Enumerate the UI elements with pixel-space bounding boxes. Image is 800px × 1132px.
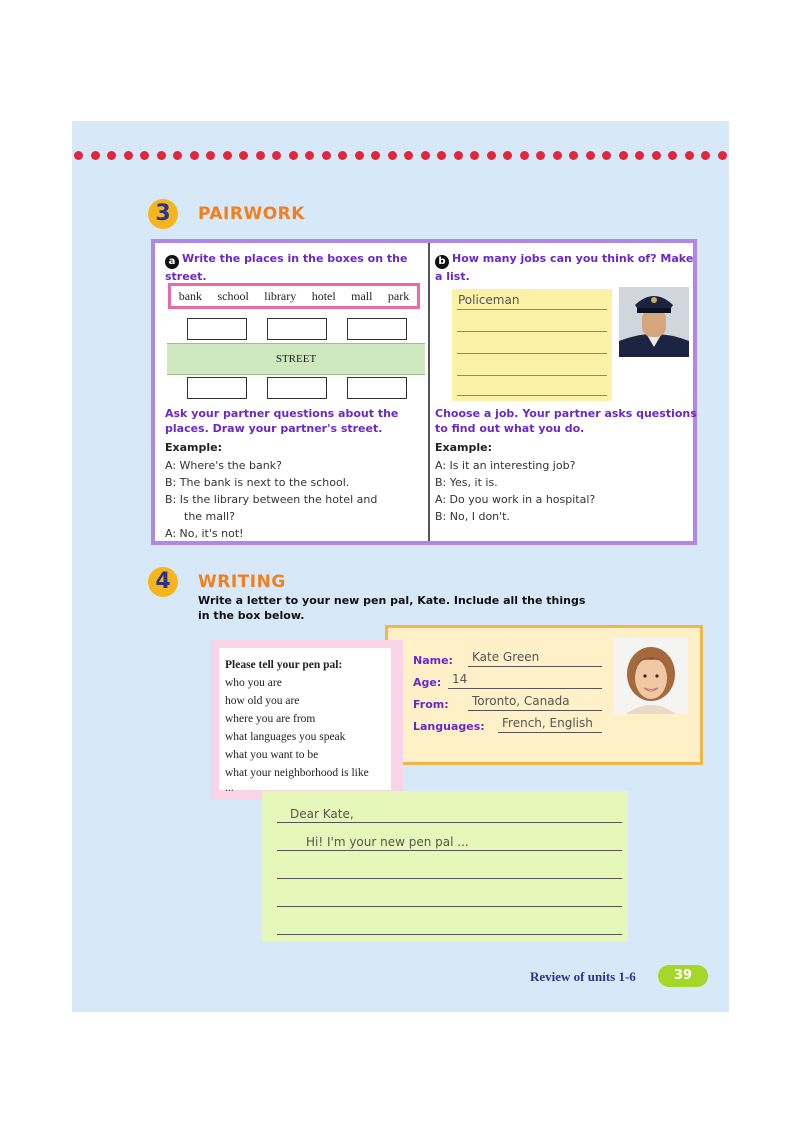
languages-label: Languages: — [413, 720, 485, 733]
job-entry-policeman: Policeman — [458, 293, 520, 307]
dialogue-line: the mall? — [184, 510, 235, 523]
part-a-marker: a — [165, 255, 179, 269]
from-value: Toronto, Canada — [468, 694, 602, 711]
word-bank: bank — [178, 288, 203, 303]
street-strip: STREET — [167, 343, 425, 375]
page-number-badge: 39 — [658, 965, 708, 987]
word-box — [168, 283, 420, 309]
word-library: library — [264, 288, 297, 303]
pen-pal-profile-card — [385, 625, 703, 765]
word-mall: mall — [351, 288, 373, 303]
policeman-photo — [619, 287, 689, 357]
dialogue-line: A: No, it's not! — [165, 527, 244, 540]
tell-your-pen-pal-card — [211, 640, 403, 800]
pairwork-box — [151, 239, 697, 545]
kate-photo — [614, 638, 688, 714]
list-item: ... — [225, 782, 234, 794]
list-item: what your neighborhood is like — [225, 767, 369, 779]
part-a-ask-instruction: Ask your partner questions about the places. Draw your partner's street. — [165, 407, 399, 435]
list-item: what languages you speak — [225, 731, 346, 743]
letter-first-line: Hi! I'm your new pen pal ... — [306, 835, 469, 849]
writing-instruction: Write a letter to your new pen pal, Kate. Include all the things in the box below. — [198, 594, 586, 622]
dialogue-line: A: Is it an interesting job? — [435, 459, 576, 472]
street-answer-box[interactable] — [187, 377, 247, 399]
list-item: where you are from — [225, 713, 316, 725]
street-answer-box[interactable] — [347, 377, 407, 399]
part-a-dialogue — [165, 457, 427, 542]
decorative-dot-border — [72, 151, 729, 163]
textbook-page — [72, 121, 729, 1012]
street-answer-box[interactable] — [267, 318, 327, 340]
part-b-choose-instruction: Choose a job. Your partner asks questions to find out what you do. — [435, 407, 697, 435]
tell-box-heading: Please tell your pen pal: — [225, 659, 343, 671]
list-item: how old you are — [225, 695, 300, 707]
part-a-example-label: Example: — [165, 441, 222, 454]
word-park: park — [387, 288, 410, 303]
job-list-notepad[interactable] — [452, 289, 612, 401]
part-a-instruction: a Write the places in the boxes on the street. — [165, 252, 408, 283]
street-answer-box[interactable] — [267, 377, 327, 399]
dialogue-line: B: The bank is next to the school. — [165, 476, 350, 489]
section-4-number: 4 — [148, 567, 178, 597]
name-value: Kate Green — [468, 650, 602, 667]
from-label: From: — [413, 698, 449, 711]
languages-value: French, English — [498, 716, 602, 733]
section-3-title: PAIRWORK — [198, 204, 305, 224]
name-label: Name: — [413, 654, 453, 667]
part-b-marker: b — [435, 255, 449, 269]
section-4-title: WRITING — [198, 572, 286, 592]
dialogue-line: B: Is the library between the hotel and — [165, 493, 378, 506]
dialogue-line: B: Yes, it is. — [435, 476, 498, 489]
letter-greeting: Dear Kate, — [290, 807, 354, 821]
letter-writing-area[interactable] — [262, 791, 628, 941]
list-item: what you want to be — [225, 749, 319, 761]
list-item: who you are — [225, 677, 282, 689]
part-b-dialogue — [435, 457, 697, 525]
word-school: school — [217, 288, 249, 303]
section-3-number: 3 — [148, 199, 178, 229]
footer-review-label: Review of units 1-6 — [530, 969, 636, 984]
word-hotel: hotel — [311, 288, 336, 303]
column-divider — [428, 243, 430, 541]
age-label: Age: — [413, 676, 442, 689]
part-b-example-label: Example: — [435, 441, 492, 454]
dialogue-line: B: No, I don't. — [435, 510, 510, 523]
age-value: 14 — [448, 672, 602, 689]
part-b-instruction: b How many jobs can you think of? Make a list. — [435, 252, 694, 283]
dialogue-line: A: Do you work in a hospital? — [435, 493, 596, 506]
street-answer-box[interactable] — [347, 318, 407, 340]
dialogue-line: A: Where's the bank? — [165, 459, 282, 472]
street-answer-box[interactable] — [187, 318, 247, 340]
